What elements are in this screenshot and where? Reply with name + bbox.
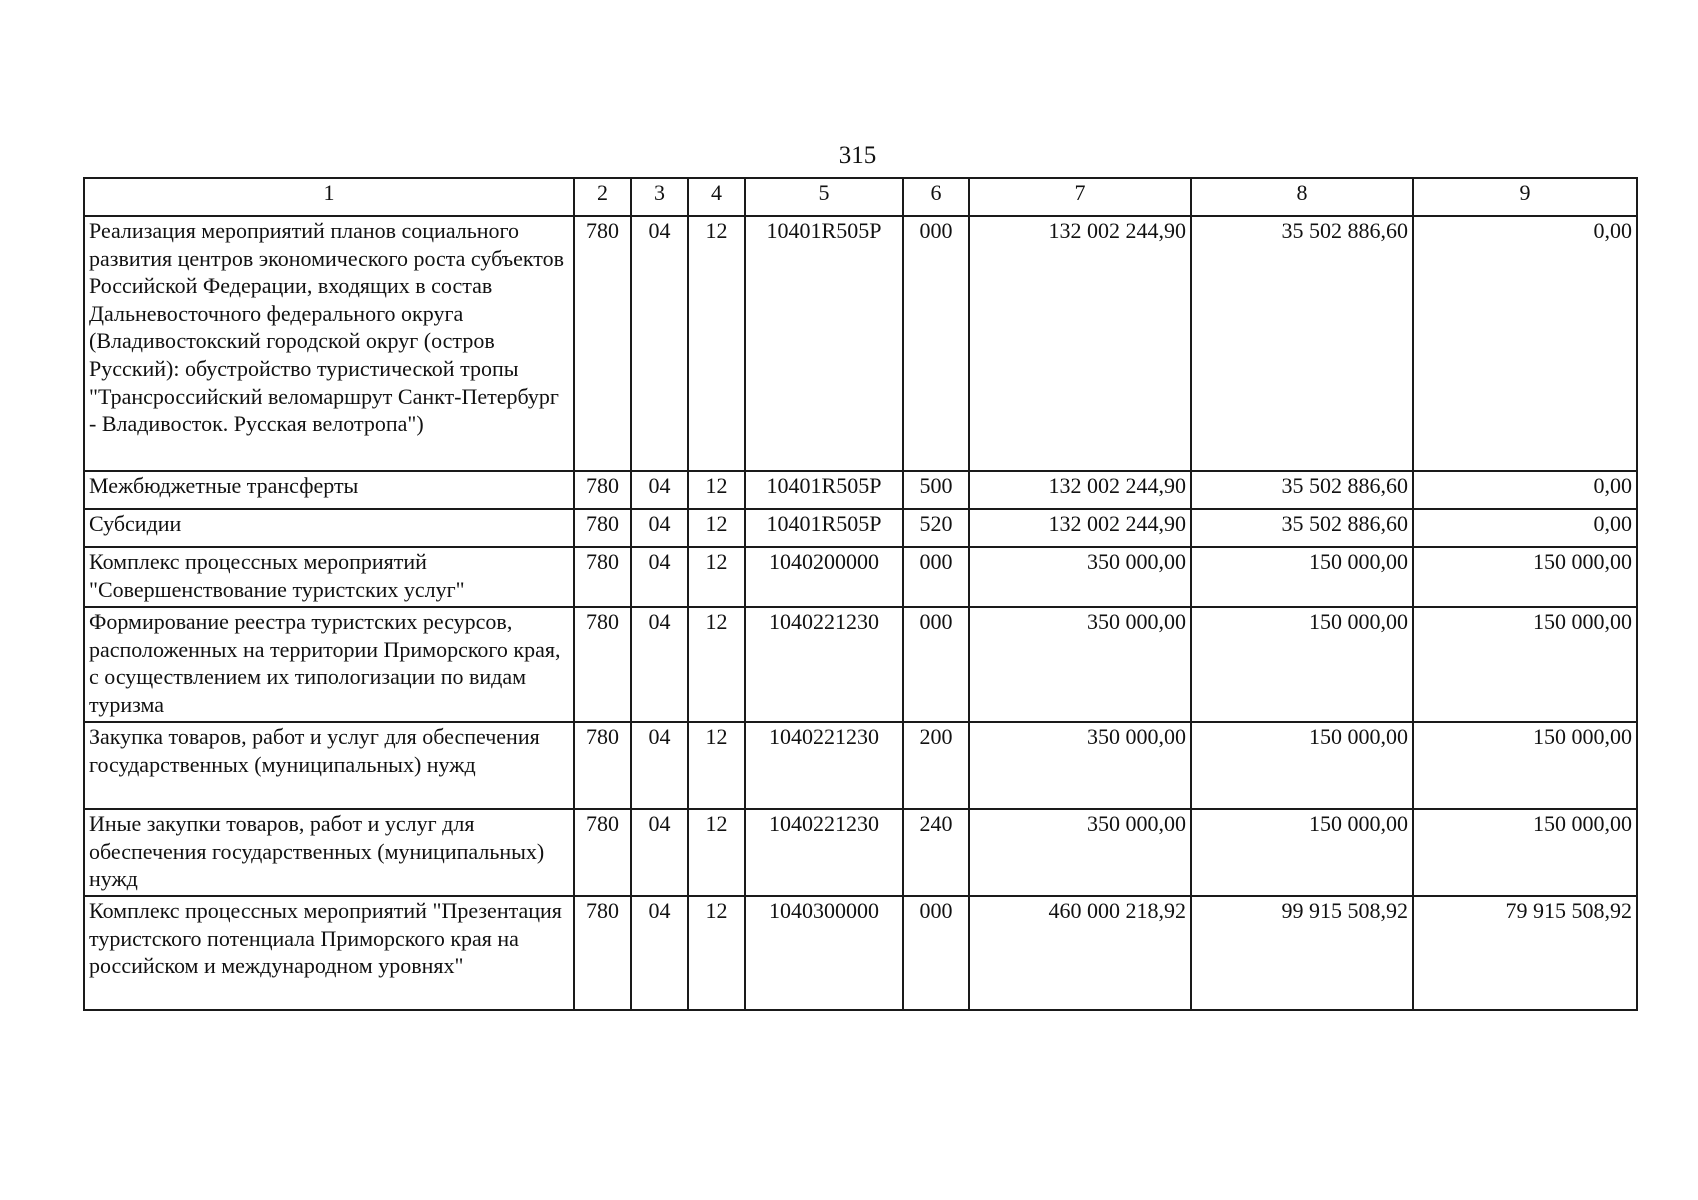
amount-cell: 79 915 508,92 bbox=[1413, 896, 1637, 1010]
code-cell: 780 bbox=[574, 471, 631, 509]
table-row bbox=[84, 607, 1637, 722]
code-cell: 12 bbox=[688, 722, 745, 809]
amount-cell: 350 000,00 bbox=[969, 547, 1191, 607]
amount-cell: 460 000 218,92 bbox=[969, 896, 1191, 1010]
code-cell: 04 bbox=[631, 509, 688, 547]
code-cell: 780 bbox=[574, 547, 631, 607]
code-cell: 12 bbox=[688, 896, 745, 1010]
amount-cell: 150 000,00 bbox=[1413, 809, 1637, 896]
row-name: Реализация мероприятий планов социального развития центров экономического роста субъектов Российской Федерации, входящих в состав Дальневосточного федерального округа (Владивостокский городской округ (остров Русский): обустройство туристической тропы "Трансроссийский веломаршрут Санкт-Петербург - Владивосток. Русская велотропа") bbox=[84, 216, 574, 471]
code-cell: 780 bbox=[574, 216, 631, 471]
code-cell: 240 bbox=[903, 809, 969, 896]
code-cell: 12 bbox=[688, 471, 745, 509]
code-cell: 500 bbox=[903, 471, 969, 509]
code-cell: 780 bbox=[574, 896, 631, 1010]
row-name: Субсидии bbox=[84, 509, 574, 547]
code-cell: 200 bbox=[903, 722, 969, 809]
code-cell: 10401R505P bbox=[745, 509, 903, 547]
code-cell: 780 bbox=[574, 809, 631, 896]
code-cell: 04 bbox=[631, 809, 688, 896]
code-cell: 10401R505P bbox=[745, 216, 903, 471]
code-cell: 12 bbox=[688, 809, 745, 896]
code-cell: 10401R505P bbox=[745, 471, 903, 509]
code-cell: 780 bbox=[574, 607, 631, 722]
code-cell: 1040221230 bbox=[745, 722, 903, 809]
code-cell: 1040200000 bbox=[745, 547, 903, 607]
amount-cell: 0,00 bbox=[1413, 216, 1637, 471]
code-cell: 000 bbox=[903, 216, 969, 471]
amount-cell: 132 002 244,90 bbox=[969, 216, 1191, 471]
amount-cell: 0,00 bbox=[1413, 471, 1637, 509]
table-row bbox=[84, 547, 1637, 607]
column-header: 8 bbox=[1191, 178, 1413, 216]
column-header: 2 bbox=[574, 178, 631, 216]
code-cell: 000 bbox=[903, 547, 969, 607]
amount-cell: 150 000,00 bbox=[1191, 547, 1413, 607]
column-header: 1 bbox=[84, 178, 574, 216]
row-name: Иные закупки товаров, работ и услуг для обеспечения государственных (муниципальных) нужд bbox=[84, 809, 574, 896]
row-name: Комплекс процессных мероприятий "Совершенствование туристских услуг" bbox=[84, 547, 574, 607]
code-cell: 12 bbox=[688, 607, 745, 722]
amount-cell: 35 502 886,60 bbox=[1191, 509, 1413, 547]
amount-cell: 150 000,00 bbox=[1413, 547, 1637, 607]
code-cell: 12 bbox=[688, 216, 745, 471]
code-cell: 12 bbox=[688, 509, 745, 547]
amount-cell: 132 002 244,90 bbox=[969, 509, 1191, 547]
code-cell: 780 bbox=[574, 722, 631, 809]
amount-cell: 0,00 bbox=[1413, 509, 1637, 547]
table-row bbox=[84, 216, 1637, 471]
code-cell: 04 bbox=[631, 607, 688, 722]
amount-cell: 350 000,00 bbox=[969, 722, 1191, 809]
amount-cell: 150 000,00 bbox=[1191, 809, 1413, 896]
code-cell: 04 bbox=[631, 722, 688, 809]
code-cell: 04 bbox=[631, 216, 688, 471]
row-name: Закупка товаров, работ и услуг для обеспечения государственных (муниципальных) нужд bbox=[84, 722, 574, 809]
row-name: Межбюджетные трансферты bbox=[84, 471, 574, 509]
column-header: 9 bbox=[1413, 178, 1637, 216]
table-row bbox=[84, 722, 1637, 809]
column-header: 7 bbox=[969, 178, 1191, 216]
code-cell: 780 bbox=[574, 509, 631, 547]
page-number: 315 bbox=[838, 142, 877, 169]
code-cell: 520 bbox=[903, 509, 969, 547]
code-cell: 04 bbox=[631, 896, 688, 1010]
amount-cell: 99 915 508,92 bbox=[1191, 896, 1413, 1010]
table-row bbox=[84, 896, 1637, 1010]
row-name: Формирование реестра туристских ресурсов, расположенных на территории Приморского края, с осуществлением их типологизации по видам туризма bbox=[84, 607, 574, 722]
column-header: 4 bbox=[688, 178, 745, 216]
code-cell: 04 bbox=[631, 471, 688, 509]
column-header: 3 bbox=[631, 178, 688, 216]
column-header: 6 bbox=[903, 178, 969, 216]
amount-cell: 350 000,00 bbox=[969, 809, 1191, 896]
amount-cell: 35 502 886,60 bbox=[1191, 216, 1413, 471]
code-cell: 000 bbox=[903, 607, 969, 722]
amount-cell: 150 000,00 bbox=[1191, 607, 1413, 722]
code-cell: 000 bbox=[903, 896, 969, 1010]
table-row bbox=[84, 471, 1637, 509]
row-name: Комплекс процессных мероприятий "Презентация туристского потенциала Приморского края на российском и международном уровнях" bbox=[84, 896, 574, 1010]
column-header: 5 bbox=[745, 178, 903, 216]
table-row bbox=[84, 509, 1637, 547]
table-header-row bbox=[84, 178, 1637, 216]
amount-cell: 350 000,00 bbox=[969, 607, 1191, 722]
code-cell: 1040221230 bbox=[745, 607, 903, 722]
amount-cell: 150 000,00 bbox=[1191, 722, 1413, 809]
amount-cell: 35 502 886,60 bbox=[1191, 471, 1413, 509]
code-cell: 04 bbox=[631, 547, 688, 607]
amount-cell: 132 002 244,90 bbox=[969, 471, 1191, 509]
code-cell: 1040221230 bbox=[745, 809, 903, 896]
amount-cell: 150 000,00 bbox=[1413, 722, 1637, 809]
code-cell: 12 bbox=[688, 547, 745, 607]
code-cell: 1040300000 bbox=[745, 896, 903, 1010]
table-row bbox=[84, 809, 1637, 896]
amount-cell: 150 000,00 bbox=[1413, 607, 1637, 722]
budget-table bbox=[83, 177, 1638, 1011]
